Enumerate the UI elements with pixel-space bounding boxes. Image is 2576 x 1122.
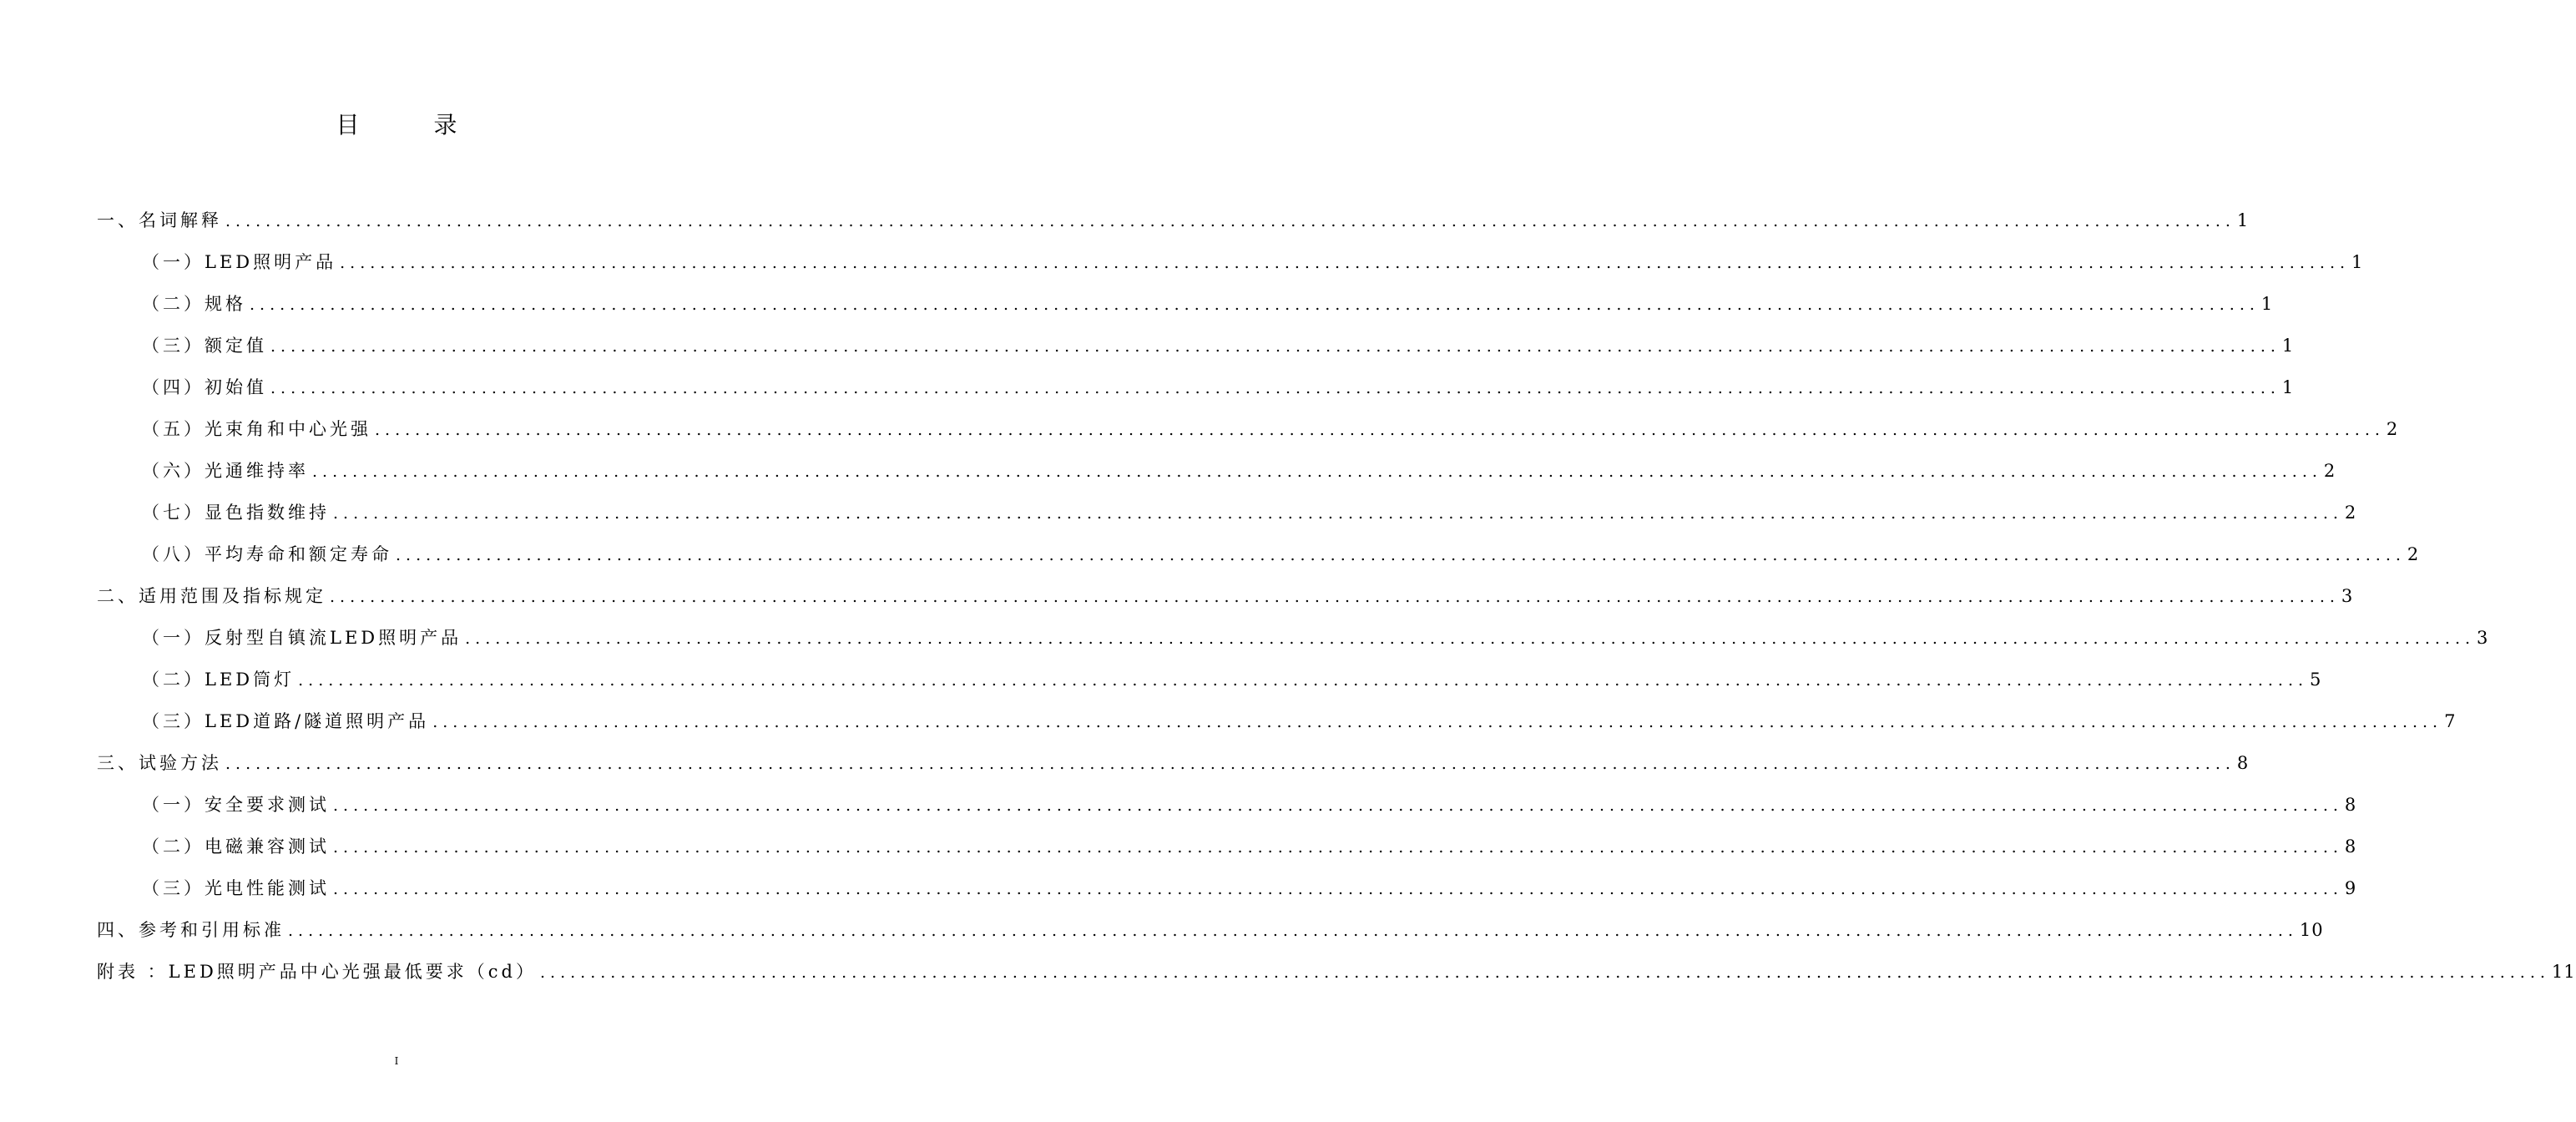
toc-leader-dots: ........................................................................................................................................................................................................ [288,922,2298,940]
toc-leader-dots: ........................................................................................................................................................................................................ [432,713,2443,731]
toc-entry-page: 1 [2236,210,2250,230]
toc-entry-page: 1 [2351,252,2364,272]
toc-entry-page: 3 [2341,586,2354,606]
toc-entry[interactable] [97,528,2420,569]
toc-entry[interactable] [97,945,2576,987]
toc-entry-page: 10 [2299,920,2324,940]
toc-leader-dots: ........................................................................................................................................................................................................ [333,838,2343,857]
toc-leader-dots: ........................................................................................................................................................................................................ [333,504,2343,523]
toc-leader-dots: ........................................................................................................................................................................................................ [298,671,2309,690]
toc-entry-label: （三）LED道路/隧道照明产品 [142,711,430,731]
toc-leader-dots: ........................................................................................................................................................................................................ [250,296,2260,314]
toc-entry[interactable] [97,319,2295,361]
toc-entry-page: 2 [2407,544,2420,564]
toc-entry-page: 1 [2260,294,2274,314]
toc-entry-label: （四）初始值 [142,377,267,397]
toc-entry[interactable] [97,235,2364,277]
toc-leader-dots: ........................................................................................................................................................................................................ [225,212,2235,230]
toc-entry-label: （二）规格 [142,294,246,314]
toc-leader-dots: ........................................................................................................................................................................................................ [330,588,2340,606]
toc-entry[interactable] [97,862,2357,903]
toc-entry-page: 3 [2477,628,2489,648]
toc-entry-page: 1 [2281,377,2295,397]
toc-leader-dots: ........................................................................................................................................................................................................ [375,421,2385,439]
toc-entry-page: 1 [2281,336,2295,356]
toc-entry-page: 5 [2310,670,2322,690]
toc-entry[interactable] [97,903,2324,945]
toc-entry[interactable] [97,444,2336,486]
toc-entry-page: 8 [2344,795,2357,815]
toc-entry-page: 7 [2444,711,2457,731]
toc-leader-dots: ........................................................................................................................................................................................................ [270,337,2281,356]
page-title: 目 录 [336,111,491,139]
table-of-contents [97,194,2576,987]
toc-leader-dots: ........................................................................................................................................................................................................ [465,629,2476,648]
toc-entry-label: （三）额定值 [142,336,267,356]
page-number: I [394,1055,399,1067]
toc-entry-label: （六）光通维持率 [142,461,309,481]
toc-entry-label: 二、适用范围及指标规定 [97,586,326,606]
toc-entry[interactable] [97,695,2457,736]
toc-entry-page: 8 [2344,836,2357,857]
toc-entry[interactable] [97,736,2250,778]
toc-leader-dots: ........................................................................................................................................................................................................ [333,796,2343,815]
toc-entry-label: （三）光电性能测试 [142,878,330,898]
toc-entry-label: （二）电磁兼容测试 [142,836,330,857]
toc-entry[interactable] [97,778,2357,820]
toc-entry[interactable] [97,486,2357,528]
toc-entry-page: 11 [2551,962,2576,982]
toc-entry[interactable] [97,820,2357,862]
toc-entry-label: （五）光束角和中心光强 [142,419,371,439]
toc-entry-page: 9 [2344,878,2357,898]
toc-entry-label: 一、名词解释 [97,210,222,230]
toc-entry-label: 附表 ：LED照明产品中心光强最低要求（cd） [97,962,537,982]
toc-leader-dots: ........................................................................................................................................................................................................ [340,254,2351,272]
toc-leader-dots: ........................................................................................................................................................................................................ [270,379,2281,397]
toc-leader-dots: ........................................................................................................................................................................................................ [333,880,2343,898]
toc-entry-label: （一）反射型自镇流LED照明产品 [142,628,462,648]
toc-entry-label: （八）平均寿命和额定寿命 [142,544,392,564]
toc-entry[interactable] [97,361,2295,402]
toc-entry[interactable] [97,653,2322,695]
toc-entry-label: （一）LED照明产品 [142,252,337,272]
toc-leader-dots: ........................................................................................................................................................................................................ [396,546,2406,564]
toc-entry-label: 四、参考和引用标准 [97,920,285,940]
toc-entry-page: 2 [2386,419,2399,439]
toc-entry[interactable] [97,277,2274,319]
toc-entry-page: 2 [2323,461,2336,481]
toc-entry-page: 8 [2236,753,2250,773]
toc-entry-label: 三、试验方法 [97,753,222,773]
toc-leader-dots: ........................................................................................................................................................................................................ [540,963,2550,982]
toc-entry[interactable] [97,194,2250,235]
toc-leader-dots: ........................................................................................................................................................................................................ [225,755,2235,773]
toc-leader-dots: ........................................................................................................................................................................................................ [312,462,2322,481]
toc-entry-label: （七）显色指数维持 [142,503,330,523]
toc-entry[interactable] [97,402,2399,444]
toc-entry-label: （二）LED筒灯 [142,670,295,690]
toc-entry[interactable] [97,569,2354,611]
toc-entry-label: （一）安全要求测试 [142,795,330,815]
toc-entry[interactable] [97,611,2489,653]
toc-entry-page: 2 [2344,503,2357,523]
